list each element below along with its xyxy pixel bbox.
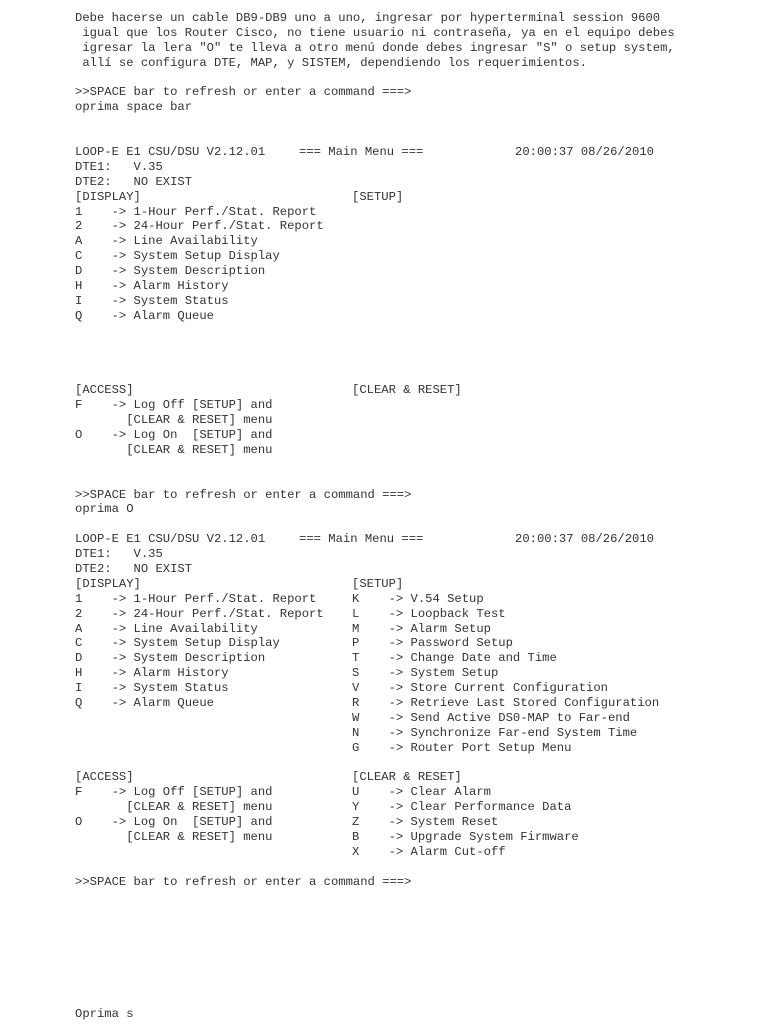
display-section-title: [DISPLAY]	[75, 576, 141, 591]
command-prompt: >>SPACE bar to refresh or enter a command ===>	[75, 874, 412, 889]
menu-row	[75, 830, 755, 845]
setup-section-title: [SETUP]	[352, 576, 404, 591]
display-item: A -> Line Availability	[75, 234, 258, 249]
instruction-space-bar: oprima space bar	[75, 100, 193, 115]
display-item: C -> System Setup Display	[75, 249, 280, 264]
clear-reset-item: U -> Clear Alarm	[352, 785, 491, 800]
menu-row	[75, 741, 755, 756]
dte2-status: DTE2: NO EXIST	[75, 174, 193, 189]
access-item: F -> Log Off [SETUP] and	[75, 398, 273, 413]
setup-item: V -> Store Current Configuration	[352, 681, 608, 696]
setup-item: M -> Alarm Setup	[352, 621, 491, 636]
menu-row	[75, 800, 755, 815]
intro-line-3: igresar la lera "O" te lleva a otro menú donde debes ingresar "S" o setup system,	[75, 40, 675, 55]
intro-line-4: allí se configura DTE, MAP, y SISTEM, dependiendo los requerimientos.	[75, 55, 587, 70]
menu-row	[75, 696, 755, 711]
clear-reset-item: X -> Alarm Cut-off	[352, 844, 506, 859]
dte1-status: DTE1: V.35	[75, 159, 163, 174]
clear-reset-section-title: [CLEAR & RESET]	[352, 383, 462, 398]
access-item: [CLEAR & RESET] menu	[75, 442, 273, 457]
setup-item: R -> Retrieve Last Stored Configuration	[352, 695, 660, 710]
display-item: 2 -> 24-Hour Perf./Stat. Report	[75, 219, 324, 234]
dte1-status: DTE1: V.35	[75, 547, 163, 562]
menu-row	[75, 681, 755, 696]
menu-row	[75, 607, 755, 622]
instruction-oprima-o: oprima O	[75, 502, 134, 517]
intro-line-1: Debe hacerse un cable DB9-DB9 uno a uno, ingresar por hyperterminal session 9600	[75, 11, 661, 25]
setup-section-title: [SETUP]	[352, 189, 404, 204]
menu-row	[75, 622, 755, 637]
menu-row	[75, 651, 755, 666]
display-item: D -> System Description	[75, 651, 266, 666]
menu-row	[75, 815, 755, 830]
menu-row	[75, 845, 755, 860]
access-header-row	[75, 770, 755, 785]
display-item: Q -> Alarm Queue	[75, 308, 214, 323]
intro-line-2: igual que los Router Cisco, no tiene usuario ni contraseña, ya en el equipo debes	[75, 25, 675, 40]
menu-header-row	[75, 532, 755, 547]
access-header-row	[75, 383, 755, 398]
command-prompt: >>SPACE bar to refresh or enter a command ===>	[75, 85, 412, 100]
setup-item: L -> Loopback Test	[352, 606, 506, 621]
command-prompt: >>SPACE bar to refresh or enter a command ===>	[75, 487, 412, 502]
display-item: A -> Line Availability	[75, 621, 258, 636]
display-item: 2 -> 24-Hour Perf./Stat. Report	[75, 606, 324, 621]
access-item: O -> Log On [SETUP] and	[75, 427, 273, 442]
setup-item: S -> System Setup	[352, 666, 499, 681]
access-item: [CLEAR & RESET] menu	[75, 413, 273, 428]
clear-reset-section-title: [CLEAR & RESET]	[352, 770, 462, 785]
setup-item: K -> V.54 Setup	[352, 591, 484, 606]
display-item: Q -> Alarm Queue	[75, 695, 214, 710]
device-title: LOOP-E E1 CSU/DSU V2.12.01	[75, 145, 266, 160]
display-item: C -> System Setup Display	[75, 636, 280, 651]
main-menu-title: === Main Menu ===	[299, 145, 424, 160]
display-section-title: [DISPLAY]	[75, 189, 141, 204]
menu-row	[75, 666, 755, 681]
display-item: I -> System Status	[75, 293, 229, 308]
setup-item: P -> Password Setup	[352, 636, 513, 651]
clear-reset-item: B -> Upgrade System Firmware	[352, 829, 579, 844]
main-menu-title: === Main Menu ===	[299, 532, 424, 547]
display-item: 1 -> 1-Hour Perf./Stat. Report	[75, 591, 317, 606]
menu-header-row	[75, 145, 755, 160]
instruction-oprima-s: Oprima s	[75, 1007, 134, 1021]
menu-row	[75, 592, 755, 607]
display-item: D -> System Description	[75, 264, 266, 279]
access-item: [CLEAR & RESET] menu	[75, 800, 273, 815]
access-item: F -> Log Off [SETUP] and	[75, 785, 273, 800]
menu-row	[75, 636, 755, 651]
access-section-title: [ACCESS]	[75, 383, 134, 398]
menu-datetime: 20:00:37 08/26/2010	[515, 145, 654, 160]
menu-row	[75, 711, 755, 726]
setup-item: N -> Synchronize Far-end System Time	[352, 725, 638, 740]
clear-reset-item: Y -> Clear Performance Data	[352, 800, 572, 815]
setup-item: T -> Change Date and Time	[352, 651, 557, 666]
section-header-row	[75, 577, 755, 592]
section-header-row	[75, 190, 755, 205]
setup-item: W -> Send Active DS0-MAP to Far-end	[352, 710, 630, 725]
device-title: LOOP-E E1 CSU/DSU V2.12.01	[75, 532, 266, 547]
setup-item: G -> Router Port Setup Menu	[352, 740, 572, 755]
clear-reset-item: Z -> System Reset	[352, 815, 499, 830]
display-item: H -> Alarm History	[75, 666, 229, 681]
access-section-title: [ACCESS]	[75, 770, 134, 785]
menu-datetime: 20:00:37 08/26/2010	[515, 532, 654, 547]
dte2-status: DTE2: NO EXIST	[75, 561, 193, 576]
menu-row	[75, 726, 755, 741]
menu-row	[75, 785, 755, 800]
display-item: 1 -> 1-Hour Perf./Stat. Report	[75, 204, 317, 219]
terminal-document	[75, 11, 755, 890]
access-item: [CLEAR & RESET] menu	[75, 829, 273, 844]
display-item: I -> System Status	[75, 681, 229, 696]
display-item: H -> Alarm History	[75, 279, 229, 294]
access-item: O -> Log On [SETUP] and	[75, 815, 273, 830]
